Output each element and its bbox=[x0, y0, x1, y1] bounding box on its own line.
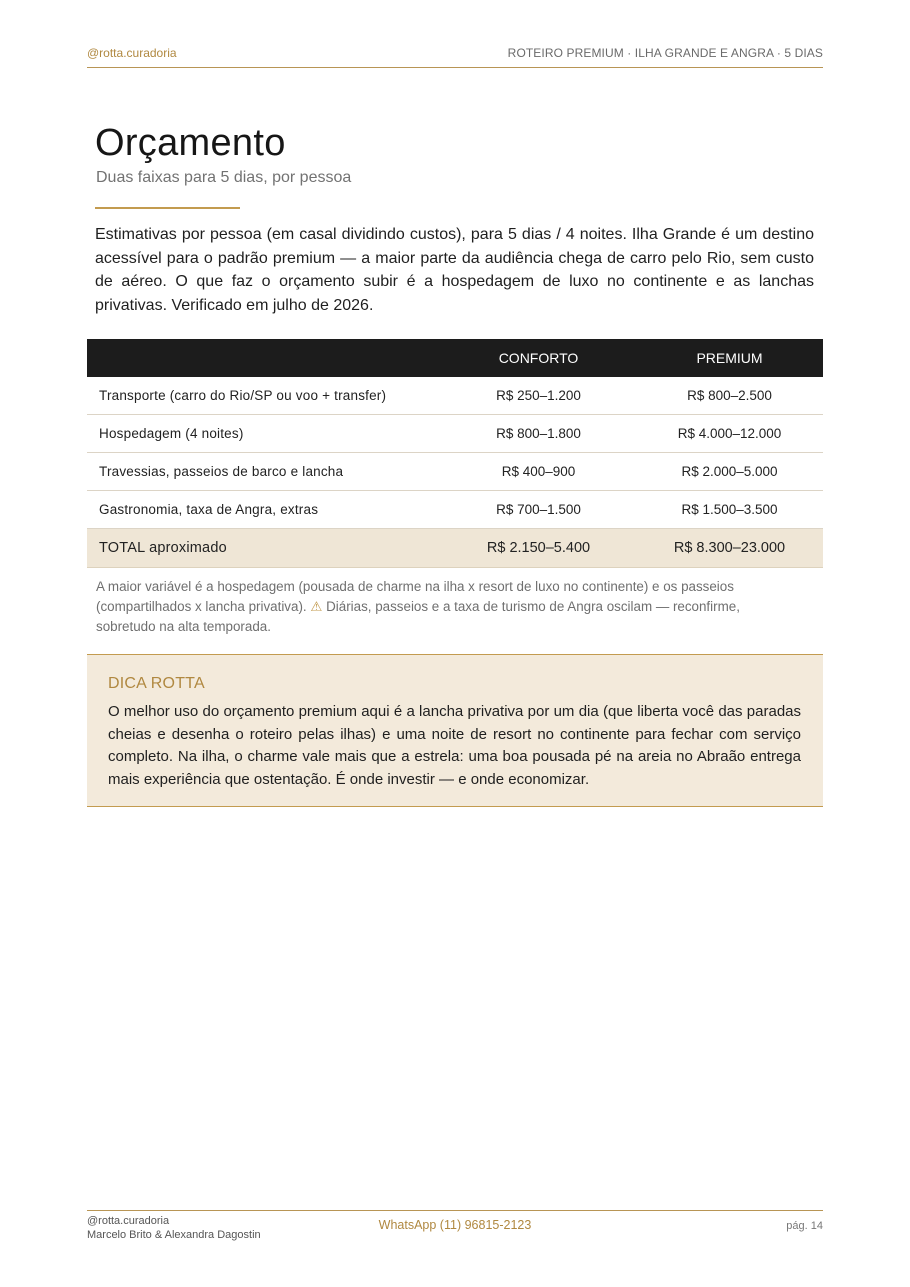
total-label: TOTAL aproximado bbox=[87, 529, 441, 568]
footnote-warning-text: Diárias, passeios e a taxa de turismo de Angra oscilam — reconfirme, sobretudo na alta temporada. bbox=[96, 599, 740, 634]
table-row bbox=[87, 377, 823, 415]
budget-table bbox=[87, 339, 823, 568]
footer-handle: @rotta.curadoria bbox=[87, 1215, 170, 1227]
column-header-item bbox=[87, 339, 441, 377]
row-conforto: R$ 250–1.200 bbox=[441, 377, 636, 415]
row-item: Hospedagem (4 noites) bbox=[87, 415, 441, 453]
row-premium: R$ 4.000–12.000 bbox=[636, 415, 823, 453]
row-item: Gastronomia, taxa de Angra, extras bbox=[87, 491, 441, 529]
page-header bbox=[87, 46, 823, 68]
total-conforto: R$ 2.150–5.400 bbox=[441, 529, 636, 568]
row-premium: R$ 800–2.500 bbox=[636, 377, 823, 415]
table-header-row bbox=[87, 339, 823, 377]
footnote-text: A maior variável é a hospedagem (pousada de charme na ilha x resort de luxo no continente) e os passeios (compartilhados x lancha privativa). bbox=[96, 579, 734, 614]
warning-icon: ⚠ bbox=[310, 599, 323, 614]
page-title: Orçamento bbox=[95, 122, 286, 164]
page-number: pág. 14 bbox=[786, 1220, 823, 1232]
tip-body: O melhor uso do orçamento premium aqui é a lancha privativa por um dia (que liberta você das paradas cheias e desenha o roteiro pelas ilhas) e uma noite de resort no continente para fechar com serviço completo. Na ilha, o charme vale mais que a estrela: uma boa pousada pé na areia no Abraão entrega mais experiência que ostentação. É onde investir — e onde economizar. bbox=[108, 703, 801, 788]
table-row bbox=[87, 453, 823, 491]
table-footnote bbox=[96, 577, 786, 637]
column-header-premium: PREMIUM bbox=[636, 339, 823, 377]
row-premium: R$ 2.000–5.000 bbox=[636, 453, 823, 491]
title-divider bbox=[95, 207, 240, 209]
row-premium: R$ 1.500–3.500 bbox=[636, 491, 823, 529]
row-item: Transporte (carro do Rio/SP ou voo + transfer) bbox=[87, 377, 441, 415]
table-row bbox=[87, 491, 823, 529]
total-premium: R$ 8.300–23.000 bbox=[636, 529, 823, 568]
row-conforto: R$ 800–1.800 bbox=[441, 415, 636, 453]
table-row bbox=[87, 415, 823, 453]
tip-title: DICA ROTTA bbox=[108, 675, 205, 692]
tip-box bbox=[87, 654, 823, 807]
header-brand: @rotta.curadoria bbox=[87, 46, 177, 60]
footer-whatsapp: WhatsApp (11) 96815-2123 bbox=[378, 1218, 532, 1232]
column-header-conforto: CONFORTO bbox=[441, 339, 636, 377]
footer-authors: Marcelo Brito & Alexandra Dagostin bbox=[87, 1229, 261, 1241]
page-subtitle: Duas faixas para 5 dias, por pessoa bbox=[96, 169, 352, 186]
table-total-row bbox=[87, 529, 823, 568]
page-footer bbox=[87, 1210, 823, 1245]
header-doc-title: ROTEIRO PREMIUM · ILHA GRANDE E ANGRA · 5 DIAS bbox=[507, 46, 823, 60]
row-conforto: R$ 700–1.500 bbox=[441, 491, 636, 529]
intro-paragraph: Estimativas por pessoa (em casal dividindo custos), para 5 dias / 4 noites. Ilha Grande é um destino acessível para o padrão premium — a maior parte da audiência chega de carro pelo Rio, sem custo de aéreo. O que faz o orçamento subir é a hospedagem de luxo no continente e as lanchas privativas. Verificado em julho de 2026. bbox=[95, 226, 814, 314]
row-item: Travessias, passeios de barco e lancha bbox=[87, 453, 441, 491]
row-conforto: R$ 400–900 bbox=[441, 453, 636, 491]
